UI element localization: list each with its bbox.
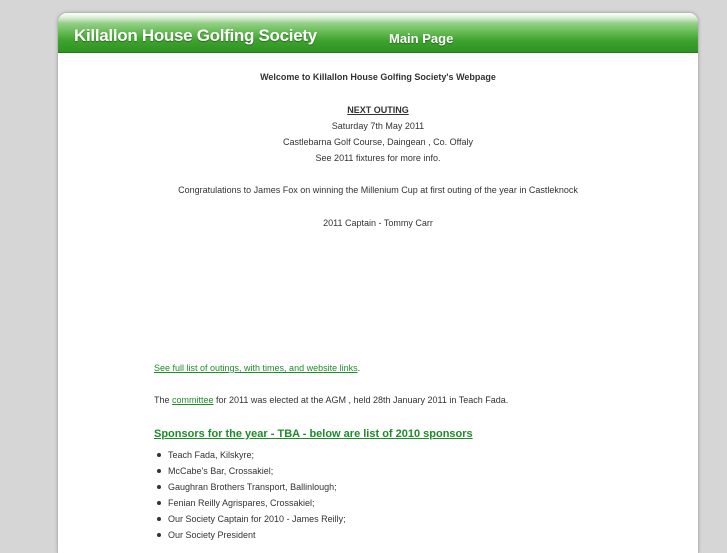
outing-venue: Castlebarna Golf Course, Daingean , Co. Offaly — [283, 137, 473, 147]
site-header — [58, 13, 698, 53]
bullet-icon — [157, 533, 161, 537]
list-item — [154, 447, 346, 463]
list-item — [154, 511, 346, 527]
committee-prefix: The — [154, 395, 173, 405]
sponsor-name: Our Society Captain for 2010 - James Reilly; — [168, 514, 346, 524]
bullet-icon — [157, 501, 161, 505]
list-item — [154, 479, 346, 495]
header-shine — [58, 13, 698, 23]
outing-date: Saturday 7th May 2011 — [331, 121, 425, 131]
next-outing-heading: NEXT OUTING — [347, 105, 409, 115]
welcome-heading: Welcome to Killallon House Golfing Society's Webpage — [260, 72, 496, 82]
sponsor-name: Gaughran Brothers Transport, Ballinlough; — [168, 482, 337, 492]
list-item — [154, 527, 346, 543]
bullet-icon — [157, 485, 161, 489]
list-item — [154, 495, 346, 511]
site-title: Killallon House Golfing Society — [74, 26, 317, 45]
outings-link-suffix: . — [357, 363, 361, 373]
bullet-icon — [157, 517, 161, 521]
sponsor-name: Fenian Reilly Agrispares, Crossakiel; — [168, 498, 315, 508]
captain-text: 2011 Captain - Tommy Carr — [323, 218, 433, 228]
committee-line — [154, 395, 508, 405]
outings-line — [154, 363, 360, 373]
sponsor-list — [154, 447, 346, 543]
list-item — [154, 463, 346, 479]
sponsor-name: Our Society President — [168, 530, 256, 540]
fixtures-note: See 2011 fixtures for more info. — [315, 153, 441, 163]
bullet-icon — [157, 453, 161, 457]
sponsor-name: Teach Fada, Kilskyre; — [168, 450, 255, 460]
congratulations-text: Congratulations to James Fox on winning the Millenium Cup at first outing of the year in Castleknock — [178, 185, 578, 195]
nav-main-page-link[interactable]: Main Page — [389, 31, 454, 46]
sponsors-heading-link[interactable]: Sponsors for the year - TBA - below are list of 2010 sponsors — [154, 428, 473, 440]
sponsor-name: McCabe's Bar, Crossakiel; — [168, 466, 274, 476]
page-frame — [58, 13, 698, 553]
committee-link[interactable]: committee — [172, 395, 214, 405]
committee-suffix: for 2011 was elected at the AGM , held 28th January 2011 in Teach Fada. — [213, 395, 509, 405]
outings-list-link[interactable]: See full list of outings, with times, and website links — [154, 363, 358, 373]
bullet-icon — [157, 469, 161, 473]
